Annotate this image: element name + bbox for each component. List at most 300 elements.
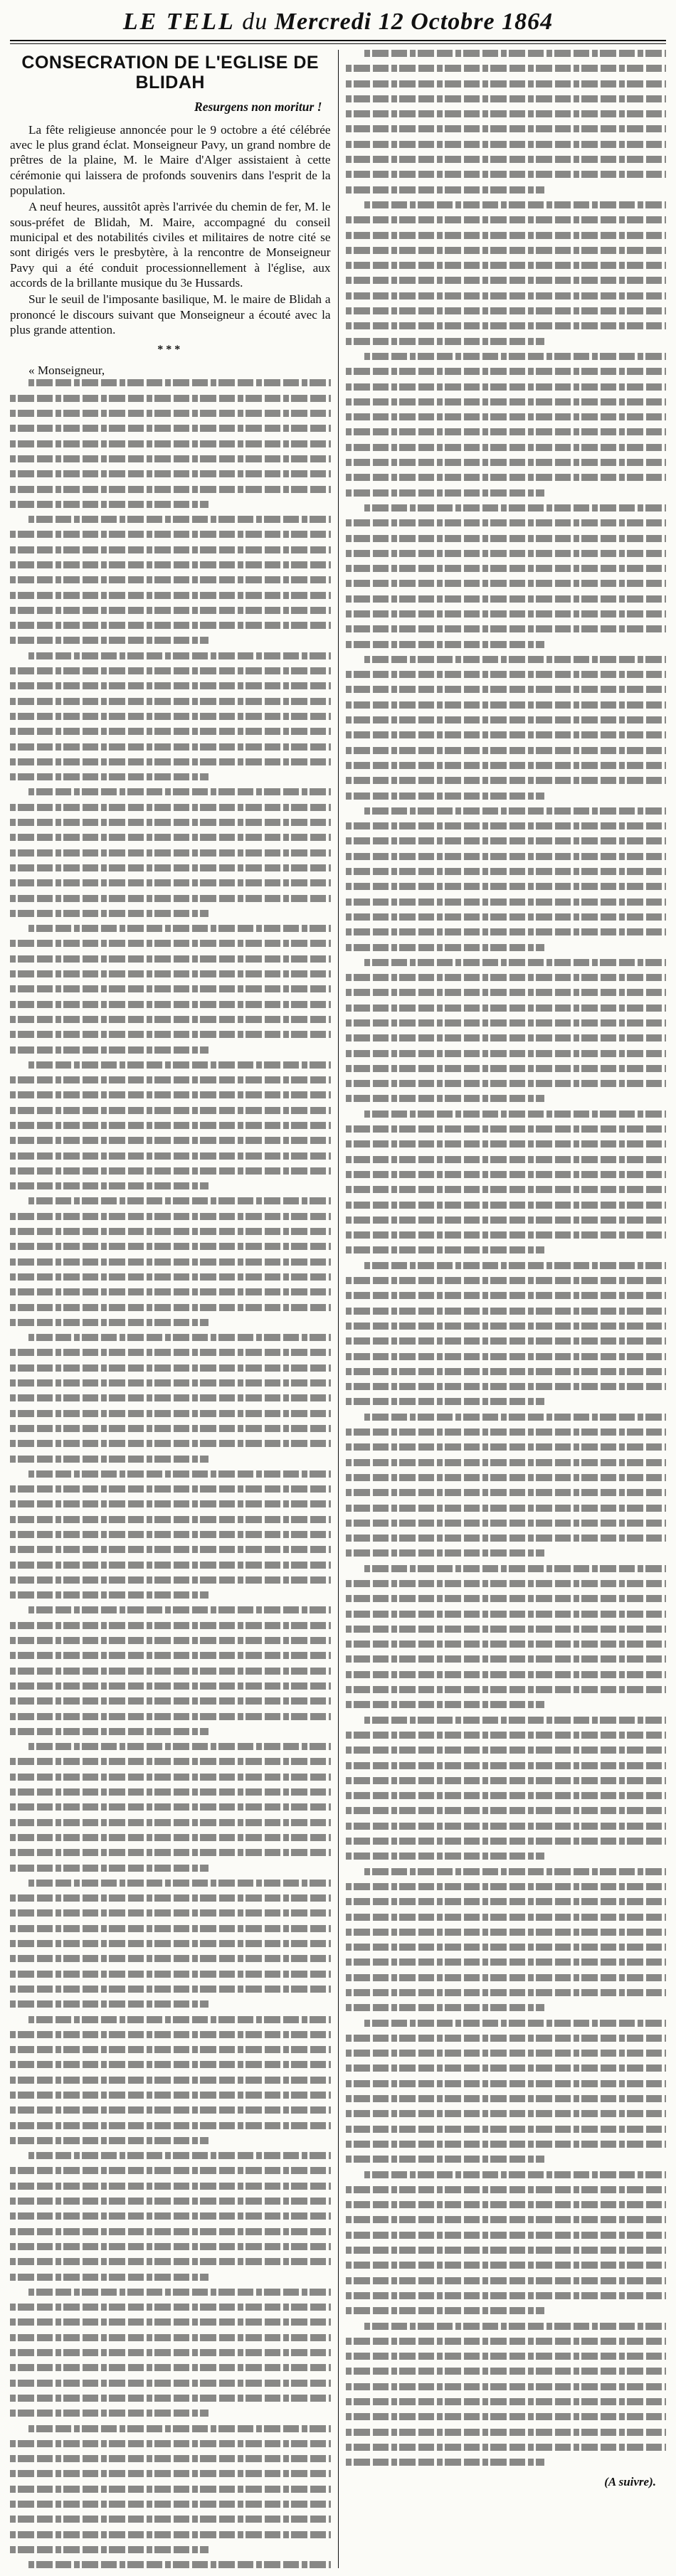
text-line: [10, 1986, 331, 1993]
text-line: [10, 1456, 208, 1463]
text-line: [346, 1974, 667, 1981]
text-line: [364, 1262, 667, 1269]
text-line: [346, 1883, 667, 1890]
text-line: [10, 1865, 208, 1872]
text-line: [10, 2364, 331, 2371]
text-line: [10, 1046, 208, 1054]
section-separator-stars: ***: [157, 344, 184, 356]
text-line: [10, 2137, 208, 2144]
text-line: [346, 2186, 667, 2193]
text-line: [346, 1580, 667, 1587]
text-line: [346, 413, 667, 420]
text-line: [346, 2064, 667, 2072]
text-line: [10, 1440, 331, 1447]
text-line: [10, 2516, 331, 2523]
text-line: [10, 561, 331, 568]
text-line: [346, 1308, 667, 1315]
article-columns: [10, 50, 666, 2568]
text-line: [10, 2410, 208, 2417]
text-line: [346, 1277, 667, 1284]
text-line: [346, 1337, 667, 1345]
text-line: [346, 1429, 667, 1436]
text-line: [346, 80, 667, 88]
text-line: [346, 2050, 667, 2057]
text-line: [346, 398, 667, 406]
text-line: [10, 1410, 331, 1417]
masthead-date: Mercredi 12 Octobre 1864: [274, 9, 554, 35]
text-line: [10, 2395, 331, 2402]
text-line: [10, 1379, 331, 1387]
text-line: [10, 2501, 331, 2508]
text-line: [10, 2440, 331, 2447]
text-line: [346, 1838, 667, 1845]
text-line: [346, 1747, 667, 1754]
text-line: [10, 1107, 331, 1114]
text-line: [346, 1853, 544, 1860]
text-line: [346, 2429, 667, 2436]
text-line: [346, 171, 667, 178]
text-line: [10, 1728, 208, 1735]
text-line: [346, 2004, 544, 2011]
text-line: [364, 1717, 667, 1724]
text-line: [346, 1898, 667, 1905]
text-line: [10, 1076, 331, 1083]
text-line: [346, 1701, 544, 1708]
text-line: [10, 1182, 208, 1189]
masthead-paper-name: LE TELL: [122, 9, 236, 35]
text-line: [28, 2289, 331, 2296]
text-line: [10, 682, 331, 689]
text-line: [10, 1304, 331, 1311]
text-line: [346, 368, 667, 375]
text-line: [346, 444, 667, 451]
article-signature: (A suivre).: [604, 2474, 656, 2488]
text-line: [364, 1868, 667, 1875]
text-line: [346, 625, 667, 632]
text-line: [10, 2274, 208, 2281]
left-column-body-text: [10, 379, 331, 2568]
text-line: [346, 1807, 667, 1814]
text-line: [10, 1955, 331, 1962]
text-line: [346, 1019, 667, 1027]
text-line: [10, 1576, 331, 1584]
text-line: [346, 1080, 667, 1087]
text-line: [346, 110, 667, 117]
text-line: [346, 928, 667, 935]
text-line: [346, 232, 667, 239]
text-line: [346, 2141, 667, 2148]
text-line: [10, 546, 331, 553]
text-line: [10, 2470, 331, 2477]
text-line: [346, 2353, 667, 2360]
text-line: [10, 576, 331, 583]
text-line: [28, 652, 331, 659]
text-line: [346, 1611, 667, 1618]
text-line: [346, 671, 667, 678]
text-line: [346, 2459, 544, 2466]
article-title: CONSECRATION DE L'EGLISE DE BLIDAH: [21, 53, 319, 92]
text-line: [28, 2152, 331, 2159]
text-line: [10, 1500, 331, 1507]
text-line: [346, 383, 667, 391]
text-line: [346, 428, 667, 435]
text-line: [346, 216, 667, 223]
text-line: [346, 1171, 667, 1178]
speech-opening: « Monseigneur,: [28, 364, 105, 378]
text-line: [10, 1122, 331, 1129]
text-line: [10, 819, 331, 826]
text-line: [346, 535, 667, 542]
text-line: [346, 2277, 667, 2284]
text-line: [346, 1929, 667, 1936]
text-line: [346, 2035, 667, 2042]
text-line: [364, 2020, 667, 2027]
text-line: [346, 1095, 544, 1102]
text-line: [10, 2304, 331, 2311]
text-line: [346, 2368, 667, 2375]
text-line: [10, 1394, 331, 1401]
text-line: [10, 2243, 331, 2250]
text-line: [346, 322, 667, 329]
text-line: [346, 474, 667, 481]
text-line: [10, 1697, 331, 1705]
text-line: [346, 2292, 667, 2299]
text-line: [10, 1425, 331, 1432]
text-line: [346, 641, 544, 648]
text-line: [28, 2016, 331, 2023]
text-line: [346, 1505, 667, 1512]
text-line: [10, 1288, 331, 1295]
masthead: [10, 7, 666, 40]
text-line: [10, 1713, 331, 1720]
text-line: [346, 701, 667, 709]
text-line: [346, 1655, 667, 1663]
text-line: [364, 2323, 667, 2330]
text-line: [28, 1334, 331, 1341]
text-line: [346, 2216, 667, 2223]
text-line: [10, 849, 331, 857]
text-line: [10, 410, 331, 417]
text-line: [10, 804, 331, 811]
text-line: [10, 2318, 331, 2326]
text-line: [10, 440, 331, 447]
text-line: [10, 1682, 331, 1690]
text-line: [10, 955, 331, 963]
text-line: [10, 758, 331, 765]
text-line: [346, 837, 667, 844]
text-line: [346, 686, 667, 693]
text-line: [10, 713, 331, 720]
text-line: [10, 2167, 331, 2174]
text-line: [346, 899, 667, 906]
text-line: [346, 2247, 667, 2254]
text-line: [346, 762, 667, 769]
text-line: [10, 1940, 331, 1947]
text-line: [346, 2307, 544, 2314]
masthead-rule-thin: [10, 43, 666, 44]
text-line: [364, 2171, 667, 2178]
text-line: [10, 2198, 331, 2205]
text-line: [10, 1273, 331, 1281]
text-line: [346, 610, 667, 618]
text-line: [346, 565, 667, 572]
paragraph-3: Sur le seuil de l'imposante basilique, M. le maire de Blidah a prononcé le discours suivant que Monseigneur a écouté avec la plus grande attention.: [10, 292, 331, 336]
text-line: [10, 2228, 331, 2235]
text-line: [28, 379, 331, 386]
text-line: [10, 395, 331, 402]
text-line: [10, 1031, 331, 1038]
text-line: [346, 2126, 667, 2133]
text-line: [10, 486, 331, 493]
text-line: [10, 637, 208, 644]
text-line: [346, 1231, 667, 1239]
text-line: [346, 2095, 667, 2102]
text-line: [10, 1213, 331, 1220]
text-line: [10, 1637, 331, 1644]
text-line: [346, 141, 667, 148]
text-line: [346, 277, 667, 284]
text-line: [10, 1668, 331, 1675]
masthead-rule: [10, 40, 666, 41]
text-line: [346, 1246, 544, 1253]
text-line: [346, 1125, 667, 1133]
paragraph-2: A neuf heures, aussitôt après l'arrivée du chemin de fer, M. le sous-préfet de Blidah, M. Maire, accompagné du conseil municipal et des notabilités civiles et militaires de notre cité se sont dirigés vers le presbytère, à la rencontre de Monseigneur Pavy qui a été conduit processionnellement à l'église, aux accords de la brillante musique du 3e Hussards.: [10, 200, 331, 290]
text-line: [346, 1944, 667, 1951]
text-line: [364, 656, 667, 663]
text-line: [364, 1565, 667, 1572]
text-line: [10, 1894, 331, 1902]
text-line: [10, 1971, 331, 1978]
text-line: [346, 731, 667, 738]
text-line: [10, 1909, 331, 1917]
text-line: [346, 1353, 667, 1360]
text-line: [10, 592, 331, 599]
text-line: [346, 1383, 667, 1390]
text-line: [10, 1803, 331, 1811]
text-line: [10, 773, 208, 780]
text-line: [346, 1459, 667, 1466]
text-line: [28, 1061, 331, 1069]
text-line: [346, 1792, 667, 1799]
text-line: [346, 1398, 544, 1405]
text-line: [346, 868, 667, 875]
text-line: [346, 1914, 667, 1921]
text-line: [10, 2212, 331, 2220]
text-line: [28, 1197, 331, 1204]
text-line: [10, 940, 331, 947]
text-line: [10, 622, 331, 629]
text-line: [346, 2232, 667, 2239]
text-line: [10, 2046, 331, 2053]
text-line: [346, 1989, 667, 1996]
text-line: [10, 1364, 331, 1372]
text-line: [346, 1323, 667, 1330]
text-line: [346, 580, 667, 587]
text-line: [10, 1016, 331, 1023]
text-line: [10, 1788, 331, 1796]
text-line: [346, 1777, 667, 1784]
text-line: [346, 156, 667, 163]
text-line: [10, 1258, 331, 1266]
text-line: [346, 550, 667, 557]
text-line: [346, 2201, 667, 2208]
text-line: [10, 910, 208, 917]
text-line: [10, 970, 331, 977]
text-line: [346, 1489, 667, 1496]
right-column-body-text: [346, 50, 667, 2466]
text-line: [10, 1819, 331, 1826]
text-line: [10, 1152, 331, 1160]
text-line: [10, 1137, 331, 1144]
text-line: [346, 186, 544, 194]
text-line: [364, 504, 667, 512]
text-line: [10, 2349, 331, 2356]
text-line: [346, 2110, 667, 2117]
text-line: [346, 1292, 667, 1299]
text-line: [10, 879, 331, 886]
text-line: [346, 519, 667, 526]
text-line: [10, 1834, 331, 1841]
text-line: [346, 1958, 667, 1966]
text-line: [10, 2546, 208, 2553]
text-line: [10, 1925, 331, 1932]
text-line: [10, 1516, 331, 1523]
text-line: [346, 1202, 667, 1209]
text-line: [10, 1001, 331, 1008]
text-line: [10, 2106, 331, 2114]
text-line: [346, 913, 667, 921]
text-line: [364, 959, 667, 966]
text-line: [10, 2061, 331, 2068]
text-line: [28, 1606, 331, 1613]
text-line: [10, 531, 331, 538]
left-column: [10, 50, 331, 2568]
text-line: [10, 2122, 331, 2129]
text-line: [28, 1470, 331, 1478]
text-line: [346, 1535, 667, 1542]
text-line: [346, 1050, 667, 1057]
text-line: [10, 2077, 331, 2084]
text-line: [10, 1167, 331, 1175]
text-line: [346, 1641, 667, 1648]
text-line: [10, 2258, 331, 2265]
text-line: [346, 1368, 667, 1375]
text-line: [346, 1005, 667, 1012]
text-line: [364, 353, 667, 360]
text-line: [28, 2425, 331, 2432]
text-line: [364, 1111, 667, 1118]
text-line: [10, 895, 331, 902]
text-line: [28, 1880, 331, 1887]
text-line: [10, 455, 331, 462]
text-line: [10, 470, 331, 477]
text-line: [10, 2000, 208, 2008]
text-line: [10, 2092, 331, 2099]
text-line: [10, 743, 331, 751]
text-line: [10, 698, 331, 705]
text-line: [28, 788, 331, 795]
text-line: [346, 853, 667, 860]
text-line: [346, 1140, 667, 1147]
text-line: [10, 2334, 331, 2341]
text-line: [346, 747, 667, 754]
text-line: [346, 307, 667, 314]
text-line: [346, 883, 667, 890]
text-line: [364, 807, 667, 815]
text-line: [10, 1849, 331, 1856]
text-line: [10, 1091, 331, 1098]
text-line: [10, 864, 331, 871]
text-line: [10, 1319, 208, 1326]
text-line: [346, 459, 667, 466]
text-line: [10, 2455, 331, 2462]
text-line: [346, 338, 544, 345]
text-line: [346, 1034, 667, 1041]
paragraph-1: La fête religieuse annoncée pour le 9 octobre a été célébrée avec le plus grand éclat. Monseigneur Pavy, un grand nombre de prêtres de la plaine, M. le Maire d'Alger assistaient à cette cérémonie qui laissera de profonds souvenirs dans l'esprit de la population.: [10, 122, 331, 197]
text-line: [346, 2080, 667, 2087]
text-line: [346, 1686, 667, 1693]
text-line: [10, 2183, 331, 2190]
text-line: [346, 1186, 667, 1193]
text-line: [364, 1414, 667, 1421]
text-line: [346, 2383, 667, 2390]
text-line: [346, 292, 667, 300]
text-line: [10, 1546, 331, 1553]
text-line: [10, 1485, 331, 1493]
text-line: [10, 2486, 331, 2493]
text-line: [346, 1732, 667, 1739]
text-line: [10, 2531, 331, 2538]
text-line: [10, 1774, 331, 1781]
text-line: [346, 1443, 667, 1451]
text-line: [346, 1626, 667, 1633]
text-line: [346, 793, 544, 800]
masthead-du: du: [242, 9, 268, 35]
text-line: [346, 1671, 667, 1678]
text-line: [346, 65, 667, 72]
text-line: [346, 125, 667, 132]
text-line: [346, 2444, 667, 2451]
text-line: [10, 1228, 331, 1235]
text-line: [10, 501, 208, 508]
text-line: [364, 201, 667, 208]
text-line: [364, 50, 667, 57]
text-line: [28, 1743, 331, 1750]
text-line: [346, 2156, 544, 2163]
text-line: [346, 1156, 667, 1163]
text-line: [346, 262, 667, 269]
text-line: [10, 1531, 331, 1538]
text-line: [10, 1622, 331, 1629]
text-line: [10, 1243, 331, 1250]
text-line: [346, 1762, 667, 1769]
text-line: [346, 974, 667, 981]
text-line: [28, 2561, 331, 2568]
article-subtitle: Resurgens non moritur !: [194, 100, 322, 114]
text-line: [10, 2380, 331, 2387]
text-line: [346, 1474, 667, 1481]
text-line: [346, 777, 667, 784]
text-line: [10, 834, 331, 841]
text-line: [346, 1217, 667, 1224]
text-line: [10, 667, 331, 674]
text-line: [10, 425, 331, 432]
text-line: [346, 2338, 667, 2345]
text-line: [28, 925, 331, 932]
text-line: [10, 985, 331, 992]
text-line: [10, 1349, 331, 1356]
text-line: [346, 2398, 667, 2405]
